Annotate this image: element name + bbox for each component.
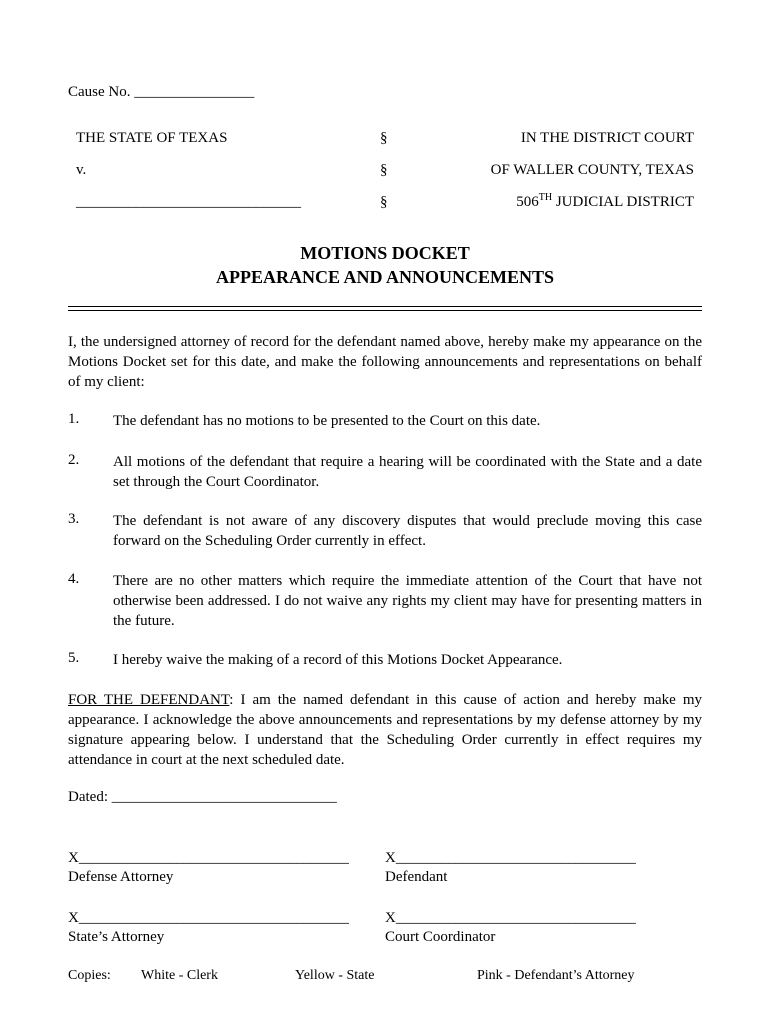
defense-attorney-signature-line[interactable]: X____________________________________ bbox=[68, 850, 349, 866]
item-number: 4. bbox=[68, 571, 80, 587]
caption-district bbox=[516, 194, 694, 211]
item-text: The defendant has no motions to be presented to the Court on this date. bbox=[113, 413, 541, 429]
cause-number: Cause No. ________________ bbox=[68, 84, 255, 100]
defendant-signature-line[interactable]: X________________________________ bbox=[385, 850, 636, 866]
copies-white: White - Clerk bbox=[141, 968, 218, 983]
section-sign: § bbox=[380, 162, 388, 178]
defendant-label: Defendant bbox=[385, 869, 448, 885]
document-subtitle: APPEARANCE AND ANNOUNCEMENTS bbox=[215, 267, 555, 287]
document-title: MOTIONS DOCKET bbox=[300, 243, 470, 263]
caption-state: THE STATE OF TEXAS bbox=[76, 130, 228, 146]
district-superscript: TH bbox=[538, 192, 553, 203]
defense-attorney-label: Defense Attorney bbox=[68, 869, 174, 885]
court-coordinator-signature-line[interactable]: X________________________________ bbox=[385, 910, 636, 926]
district-text: JUDICIAL DISTRICT bbox=[552, 194, 694, 210]
section-sign: § bbox=[380, 130, 388, 146]
defendant-paragraph bbox=[68, 690, 702, 770]
section-sign: § bbox=[380, 194, 388, 210]
defendant-text: : I am the named defendant in this cause of action and hereby make my appearance. I acknowledge the above announcements and representations by my defense attorney by my signature appearing below. I understand that the Scheduling Order currently in effect requires my attendance in court at the next scheduled date. bbox=[68, 692, 702, 768]
item-number: 2. bbox=[68, 452, 80, 468]
item-number: 5. bbox=[68, 650, 80, 666]
caption-versus: v. bbox=[76, 162, 87, 178]
copies-pink: Pink - Defendant’s Attorney bbox=[477, 968, 635, 983]
item-text: All motions of the defendant that require a hearing will be coordinated with the State and a date set through the Court Coordinator. bbox=[113, 454, 702, 490]
caption-court: IN THE DISTRICT COURT bbox=[520, 130, 694, 146]
item-number: 1. bbox=[68, 411, 80, 427]
caption-county: OF WALLER COUNTY, TEXAS bbox=[490, 162, 694, 178]
state-attorney-signature-line[interactable]: X____________________________________ bbox=[68, 910, 349, 926]
intro-paragraph: I, the undersigned attorney of record for the defendant named above, hereby make my appearance on the Motions Docket set for this date, and make the following announcements and representations on behalf of my client: bbox=[68, 334, 702, 390]
caption-defendant-blank: ______________________________ bbox=[76, 194, 301, 210]
defendant-heading: FOR THE DEFENDANT bbox=[68, 692, 230, 708]
item-text: The defendant is not aware of any discovery disputes that would preclude moving this case forward on the Scheduling Order currently in effect. bbox=[113, 513, 702, 549]
item-number: 3. bbox=[68, 511, 80, 527]
state-attorney-label: State’s Attorney bbox=[68, 929, 165, 945]
title-rule bbox=[68, 310, 702, 311]
item-text: I hereby waive the making of a record of this Motions Docket Appearance. bbox=[113, 652, 563, 668]
dated-field[interactable]: Dated: ______________________________ bbox=[68, 789, 337, 805]
item-text: There are no other matters which require the immediate attention of the Court that have not otherwise been addressed. I do not waive any rights my client may have for presenting matters in the future. bbox=[113, 573, 702, 629]
copies-yellow: Yellow - State bbox=[295, 968, 375, 983]
copies-label: Copies: bbox=[68, 968, 111, 983]
district-number: 506 bbox=[516, 194, 539, 210]
title-rule bbox=[68, 306, 702, 307]
court-coordinator-label: Court Coordinator bbox=[385, 929, 496, 945]
